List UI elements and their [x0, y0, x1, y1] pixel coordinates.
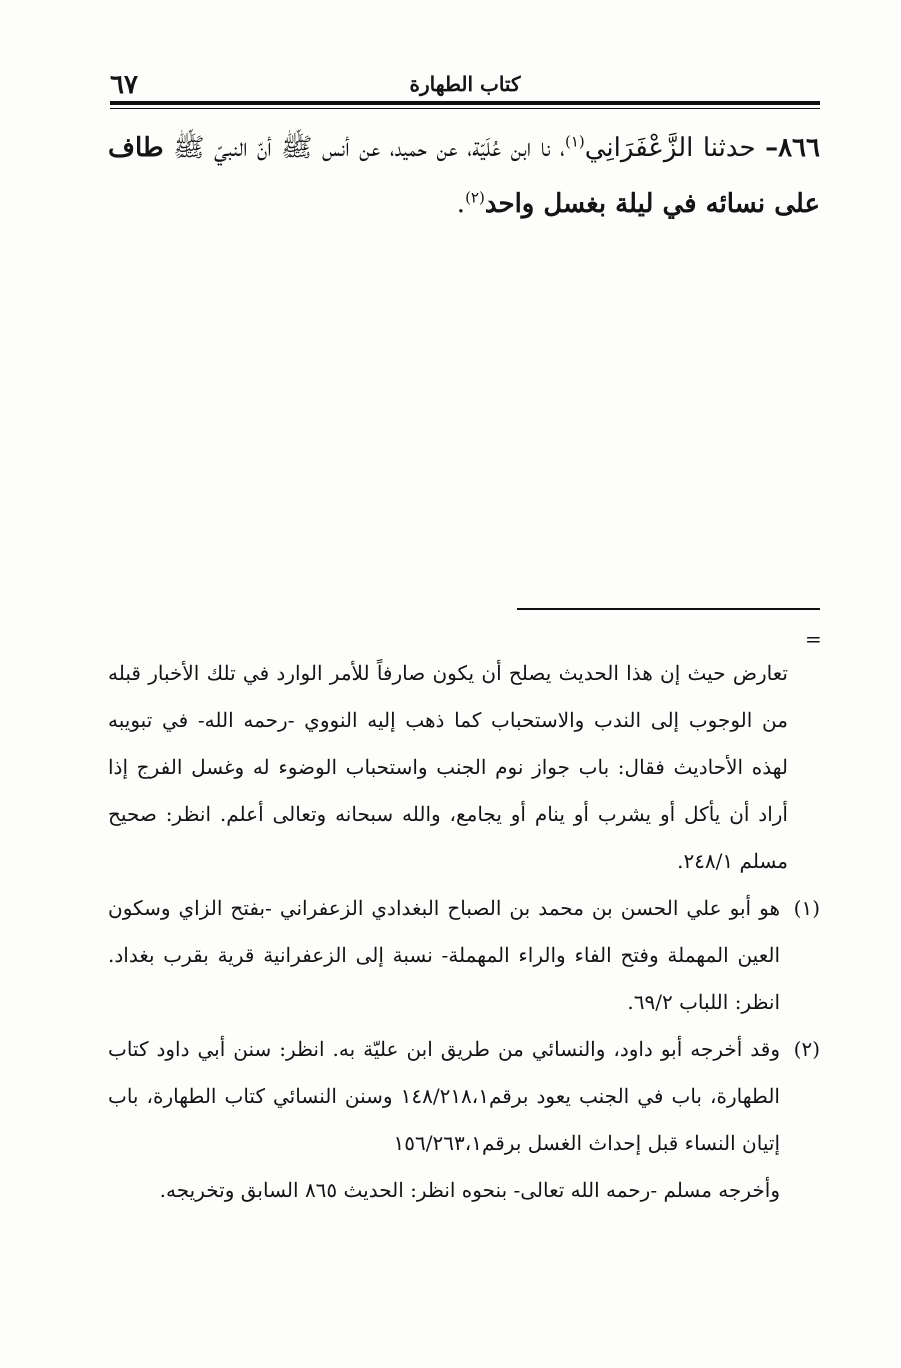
footnote-extra-line: وأخرجه مسلم -رحمه الله تعالى- بنحوه انظر: الحديث ٨٦٥ السابق وتخريجه.: [159, 1178, 780, 1202]
footnote-number: (١): [793, 896, 820, 920]
hadith-text: [108, 120, 820, 232]
chapter-title: كتاب الطهارة: [409, 72, 521, 96]
footnote-number: (٢): [793, 1037, 820, 1061]
hadith-chain-continued: ، نا ابن عُلَيّة، عن حميد، عن أنس ﷺ أنّ النبيّ ﷺ: [163, 133, 565, 163]
footnote-text: هو أبو علي الحسن بن محمد بن الصباح البغدادي الزعفراني -بفتح الزاي وسكون العين المهملة وفتح الفاء والراء المهملة- نسبة إلى الزعفرانية قرية بقرب بغداد. انظر: اللباب ٦٩/٢.: [108, 896, 780, 1014]
running-header: [110, 70, 820, 102]
footnote-ref-2: (٢): [465, 188, 485, 207]
hadith-chain: حدثنا الزَّعْفَرَانِي: [584, 133, 766, 163]
header-rule-thin: [110, 108, 820, 109]
hadith-number: ٨٦٦–: [765, 133, 820, 163]
footnote-separator: [517, 608, 820, 610]
footnote-continuation: تعارض حيث إن هذا الحديث يصلح أن يكون صارفاً للأمر الوارد في تلك الأخبار قبله من الوجوب إلى الندب والاستحباب كما ذهب إليه النووي -رحمه الله- في تبويبه لهذه الأحاديث فقال: باب جواز نوم الجنب واستحباب الوضوء له وغسل الفرج إذا أراد أن يأكل أو يشرب أو ينام أو يجامع، والله سبحانه وتعالى أعلم. انظر: صحيح مسلم ٢٤٨/١.: [108, 661, 788, 873]
footnote-item: [108, 885, 820, 1026]
footnote-ref-1: (١): [564, 132, 585, 151]
footnote-item: [108, 1026, 820, 1167]
footnote-text: وقد أخرجه أبو داود، والنسائي من طريق ابن عليّة به. انظر: سنن أبي داود كتاب الطهارة، باب في الجنب يعود برقم١٤٨/٢١٨،١ وسنن النسائي كتاب الطهارة، باب إتيان النساء قبل إحداث الغسل برقم١٥٦/٢٦٣،١: [108, 1037, 780, 1155]
hadith-end-punct: .: [456, 189, 466, 219]
header-rule-thick: [110, 101, 820, 105]
continuation-mark: =: [805, 627, 822, 651]
footnotes-section: [108, 650, 820, 1214]
page-number: ٦٧: [110, 70, 138, 100]
hadith-matn: طاف على نسائه في ليلة بغسل واحد: [108, 133, 820, 219]
